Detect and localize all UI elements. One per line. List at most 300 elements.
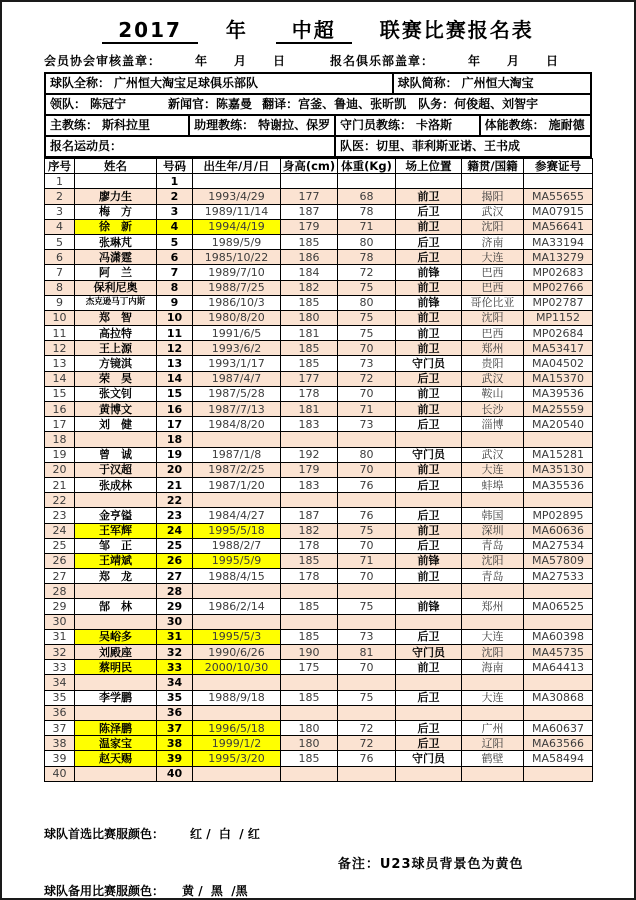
player-cell-position: 前卫: [396, 310, 462, 325]
player-cell-number: 8: [157, 280, 193, 295]
players-header-row: [45, 159, 593, 174]
player-cell-name: 邹 正: [75, 538, 157, 553]
player-row: [45, 432, 593, 447]
player-cell-name: 阿 兰: [75, 265, 157, 280]
player-cell-origin: 大连: [462, 462, 524, 477]
player-cell-seq: 22: [45, 493, 75, 508]
player-cell-birth: 1987/5/28: [193, 386, 281, 401]
player-row: [45, 751, 593, 766]
player-cell-birth: 1993/1/17: [193, 356, 281, 371]
player-cell-birth: 1988/4/15: [193, 569, 281, 584]
player-cell-weight: 70: [338, 538, 396, 553]
player-cell-name: [75, 584, 157, 599]
player-cell-origin: 辽阳: [462, 736, 524, 751]
player-cell-weight: [338, 675, 396, 690]
player-cell-height: 177: [281, 189, 338, 204]
player-cell-birth: 1986/10/3: [193, 295, 281, 310]
player-cell-name: 金亨镒: [75, 508, 157, 523]
head-coach-value: 斯科拉里: [102, 118, 151, 132]
player-cell-height: 192: [281, 447, 338, 462]
player-cell-number: 27: [157, 569, 193, 584]
player-cell-position: 后卫: [396, 477, 462, 492]
player-cell-cert: MA60637: [524, 720, 593, 735]
player-cell-seq: 32: [45, 645, 75, 660]
player-row: [45, 477, 593, 492]
player-cell-birth: 1991/6/5: [193, 326, 281, 341]
player-cell-number: 7: [157, 265, 193, 280]
player-cell-name: 杰克逊马丁内斯: [75, 295, 157, 310]
player-row: [45, 538, 593, 553]
player-cell-height: 185: [281, 553, 338, 568]
player-cell-position: 后卫: [396, 234, 462, 249]
player-cell-number: 28: [157, 584, 193, 599]
player-cell-seq: 15: [45, 386, 75, 401]
player-cell-height: 180: [281, 310, 338, 325]
player-row: [45, 660, 593, 675]
doctor-label: 队医：: [339, 139, 376, 153]
player-cell-seq: 3: [45, 204, 75, 219]
player-cell-number: 9: [157, 295, 193, 310]
player-cell-position: [396, 675, 462, 690]
player-cell-birth: 1987/2/25: [193, 462, 281, 477]
player-cell-weight: 70: [338, 660, 396, 675]
player-cell-number: 25: [157, 538, 193, 553]
player-cell-weight: 80: [338, 295, 396, 310]
player-cell-number: 14: [157, 371, 193, 386]
player-cell-number: 17: [157, 417, 193, 432]
player-cell-weight: 80: [338, 234, 396, 249]
header-origin: 籍贯/国籍: [462, 159, 524, 174]
player-cell-origin: 大连: [462, 629, 524, 644]
player-cell-origin: [462, 614, 524, 629]
kit-backup-value: 黄 / 黑 /黑: [182, 883, 248, 898]
player-row: [45, 310, 593, 325]
title-league: 中超: [276, 18, 352, 44]
player-cell-cert: MA45735: [524, 645, 593, 660]
players-tbody: [45, 174, 593, 782]
player-cell-position: 前卫: [396, 523, 462, 538]
player-cell-birth: [193, 493, 281, 508]
player-cell-number: 10: [157, 310, 193, 325]
doctor-cell: [336, 137, 590, 156]
player-cell-height: 179: [281, 219, 338, 234]
title-suffix: 联赛比赛报名表: [379, 18, 534, 42]
player-cell-cert: MA35536: [524, 477, 593, 492]
player-cell-number: 22: [157, 493, 193, 508]
player-cell-height: [281, 432, 338, 447]
player-cell-position: [396, 766, 462, 781]
player-cell-name: 王靖斌: [75, 553, 157, 568]
player-cell-cert: MA04502: [524, 356, 593, 371]
player-cell-birth: 1993/6/2: [193, 341, 281, 356]
player-cell-weight: 71: [338, 402, 396, 417]
player-cell-name: 荣 昊: [75, 371, 157, 386]
player-cell-cert: MA27533: [524, 569, 593, 584]
player-cell-weight: 75: [338, 310, 396, 325]
player-cell-weight: 75: [338, 326, 396, 341]
player-cell-weight: 70: [338, 462, 396, 477]
player-cell-seq: 20: [45, 462, 75, 477]
player-cell-position: 前卫: [396, 189, 462, 204]
player-cell-weight: 71: [338, 219, 396, 234]
player-cell-name: [75, 766, 157, 781]
player-cell-origin: 沈阳: [462, 553, 524, 568]
player-cell-name: [75, 675, 157, 690]
player-row: [45, 599, 593, 614]
player-cell-cert: MA60398: [524, 629, 593, 644]
player-cell-height: 180: [281, 736, 338, 751]
team-full-value: 广州恒大淘宝足球俱乐部队: [114, 76, 259, 90]
player-cell-weight: 76: [338, 508, 396, 523]
gk-coach-label: 守门员教练：: [339, 118, 412, 132]
player-row: [45, 569, 593, 584]
player-cell-origin: 武汉: [462, 447, 524, 462]
staff-cell-1: [46, 95, 590, 114]
player-cell-number: 3: [157, 204, 193, 219]
player-cell-height: [281, 493, 338, 508]
player-cell-weight: 75: [338, 599, 396, 614]
assistant-coach-cell: [190, 116, 336, 135]
doctors-value: 切里、菲利斯亚诺、王书成: [375, 139, 520, 153]
player-cell-position: [396, 174, 462, 189]
player-cell-name: 张琳芃: [75, 234, 157, 249]
player-cell-position: 后卫: [396, 720, 462, 735]
player-cell-name: 刘殿座: [75, 645, 157, 660]
player-row: [45, 371, 593, 386]
player-cell-origin: 蚌埠: [462, 477, 524, 492]
player-cell-weight: 80: [338, 447, 396, 462]
player-row: [45, 326, 593, 341]
player-cell-cert: [524, 174, 593, 189]
player-cell-seq: 12: [45, 341, 75, 356]
player-cell-birth: 1995/5/18: [193, 523, 281, 538]
player-cell-origin: 巴西: [462, 326, 524, 341]
player-cell-origin: 青岛: [462, 569, 524, 584]
player-cell-seq: 10: [45, 310, 75, 325]
player-cell-position: 前锋: [396, 295, 462, 310]
player-cell-position: 前卫: [396, 326, 462, 341]
player-cell-name: 方镜淇: [75, 356, 157, 371]
player-cell-birth: 1988/2/7: [193, 538, 281, 553]
player-cell-birth: [193, 432, 281, 447]
player-cell-birth: 1980/8/20: [193, 310, 281, 325]
player-cell-weight: 81: [338, 645, 396, 660]
player-cell-seq: 26: [45, 553, 75, 568]
player-cell-position: 后卫: [396, 508, 462, 523]
head-coach-cell: [46, 116, 190, 135]
player-cell-origin: 韩国: [462, 508, 524, 523]
club-stamp-date-blank: 年 月 日: [468, 54, 560, 68]
player-cell-position: 前卫: [396, 219, 462, 234]
fitness-coach-cell: [481, 116, 590, 135]
player-cell-weight: 75: [338, 280, 396, 295]
player-cell-origin: 哥伦比亚: [462, 295, 524, 310]
player-cell-name: 曾 诚: [75, 447, 157, 462]
player-cell-number: 30: [157, 614, 193, 629]
player-cell-position: [396, 584, 462, 599]
player-cell-birth: 1995/5/9: [193, 553, 281, 568]
player-cell-height: 175: [281, 660, 338, 675]
head-coach-label: 主教练：: [50, 118, 99, 132]
player-cell-cert: MA15370: [524, 371, 593, 386]
player-cell-seq: 13: [45, 356, 75, 371]
player-cell-number: 16: [157, 402, 193, 417]
player-cell-weight: [338, 174, 396, 189]
player-cell-height: 179: [281, 462, 338, 477]
player-cell-origin: 淄博: [462, 417, 524, 432]
player-cell-position: 前卫: [396, 402, 462, 417]
player-cell-seq: 2: [45, 189, 75, 204]
player-cell-height: 187: [281, 204, 338, 219]
player-cell-birth: 2000/10/30: [193, 660, 281, 675]
player-cell-position: 前卫: [396, 341, 462, 356]
player-cell-seq: 11: [45, 326, 75, 341]
player-cell-seq: 24: [45, 523, 75, 538]
player-cell-number: 33: [157, 660, 193, 675]
player-cell-cert: [524, 584, 593, 599]
player-cell-cert: MA58494: [524, 751, 593, 766]
player-cell-cert: MP1152: [524, 310, 593, 325]
player-cell-weight: [338, 614, 396, 629]
team-short-value: 广州恒大淘宝: [461, 76, 534, 90]
player-row: [45, 736, 593, 751]
player-cell-height: 178: [281, 386, 338, 401]
player-cell-cert: [524, 493, 593, 508]
player-cell-weight: 70: [338, 341, 396, 356]
player-cell-weight: 71: [338, 553, 396, 568]
player-cell-seq: 40: [45, 766, 75, 781]
player-row: [45, 523, 593, 538]
player-cell-height: [281, 174, 338, 189]
player-cell-origin: 长沙: [462, 402, 524, 417]
fitness-label: 体能教练：: [484, 118, 545, 132]
player-cell-cert: MA39536: [524, 386, 593, 401]
player-cell-cert: MA27534: [524, 538, 593, 553]
player-cell-number: 11: [157, 326, 193, 341]
player-cell-position: 后卫: [396, 371, 462, 386]
player-cell-number: 1: [157, 174, 193, 189]
kit-backup-line: [44, 882, 260, 900]
page-title: [44, 18, 592, 44]
player-cell-number: 36: [157, 705, 193, 720]
player-cell-height: 185: [281, 599, 338, 614]
player-cell-cert: MA56641: [524, 219, 593, 234]
player-cell-weight: [338, 432, 396, 447]
player-cell-position: 后卫: [396, 250, 462, 265]
player-cell-height: 185: [281, 341, 338, 356]
player-row: [45, 645, 593, 660]
player-cell-height: 185: [281, 356, 338, 371]
player-cell-seq: 28: [45, 584, 75, 599]
stamp-row: [44, 52, 592, 69]
player-cell-height: 177: [281, 371, 338, 386]
staff-row-1: [46, 95, 590, 116]
player-cell-name: [75, 432, 157, 447]
player-cell-weight: 78: [338, 204, 396, 219]
player-cell-name: [75, 614, 157, 629]
player-row: [45, 629, 593, 644]
kit-primary-line: [44, 825, 260, 844]
header-name: 姓名: [75, 159, 157, 174]
player-cell-origin: 郑州: [462, 341, 524, 356]
player-cell-cert: MA07915: [524, 204, 593, 219]
player-cell-origin: [462, 766, 524, 781]
player-cell-seq: 33: [45, 660, 75, 675]
player-cell-name: 于汉超: [75, 462, 157, 477]
player-cell-position: 守门员: [396, 645, 462, 660]
player-cell-weight: 68: [338, 189, 396, 204]
player-cell-origin: 武汉: [462, 371, 524, 386]
player-cell-number: 23: [157, 508, 193, 523]
players-label: 报名运动员：: [50, 139, 123, 153]
player-cell-position: 守门员: [396, 751, 462, 766]
player-row: [45, 508, 593, 523]
player-cell-seq: 8: [45, 280, 75, 295]
player-row: [45, 341, 593, 356]
header-seq: 序号: [45, 159, 75, 174]
player-cell-seq: 1: [45, 174, 75, 189]
player-row: [45, 234, 593, 249]
header-birth: 出生年/月/日: [193, 159, 281, 174]
player-cell-position: 前卫: [396, 280, 462, 295]
player-cell-height: 185: [281, 295, 338, 310]
press-label: 新闻官：: [168, 97, 217, 111]
gk-coach-value: 卡洛斯: [415, 118, 452, 132]
player-cell-birth: 1987/1/20: [193, 477, 281, 492]
player-cell-name: 张文钊: [75, 386, 157, 401]
player-cell-weight: 76: [338, 751, 396, 766]
player-cell-cert: MA64413: [524, 660, 593, 675]
player-cell-birth: 1984/8/20: [193, 417, 281, 432]
players-doctor-row: [46, 137, 590, 158]
affairs-label: 队务：: [418, 97, 455, 111]
player-cell-birth: 1996/5/18: [193, 720, 281, 735]
player-cell-seq: 9: [45, 295, 75, 310]
player-cell-name: 冯潇霆: [75, 250, 157, 265]
player-cell-position: 后卫: [396, 629, 462, 644]
player-cell-origin: 青岛: [462, 538, 524, 553]
leader-value: 陈冠宁: [90, 97, 127, 111]
player-cell-cert: MA55655: [524, 189, 593, 204]
player-cell-number: 38: [157, 736, 193, 751]
player-cell-height: 185: [281, 690, 338, 705]
player-cell-origin: 巴西: [462, 280, 524, 295]
player-cell-cert: MA33194: [524, 234, 593, 249]
player-cell-number: 18: [157, 432, 193, 447]
player-cell-weight: [338, 705, 396, 720]
player-cell-seq: 36: [45, 705, 75, 720]
player-cell-seq: 7: [45, 265, 75, 280]
player-cell-seq: 21: [45, 477, 75, 492]
player-cell-origin: 巴西: [462, 265, 524, 280]
player-cell-number: 40: [157, 766, 193, 781]
player-cell-weight: 73: [338, 356, 396, 371]
player-cell-number: 34: [157, 675, 193, 690]
player-cell-origin: [462, 174, 524, 189]
player-cell-seq: 5: [45, 234, 75, 249]
player-cell-origin: 揭阳: [462, 189, 524, 204]
kit-colors: [44, 787, 260, 900]
player-cell-number: 20: [157, 462, 193, 477]
player-cell-position: 前锋: [396, 265, 462, 280]
title-year-label: 年: [225, 18, 248, 42]
player-cell-number: 13: [157, 356, 193, 371]
player-cell-origin: 武汉: [462, 204, 524, 219]
player-cell-position: 前锋: [396, 599, 462, 614]
player-cell-position: [396, 705, 462, 720]
player-cell-number: 12: [157, 341, 193, 356]
player-cell-position: 前锋: [396, 553, 462, 568]
player-cell-cert: [524, 614, 593, 629]
fitness-value: 施耐德: [548, 118, 585, 132]
player-cell-birth: 1989/5/9: [193, 234, 281, 249]
club-stamp-label: 报名俱乐部盖章：: [330, 54, 435, 68]
player-cell-origin: 沈阳: [462, 645, 524, 660]
player-row: [45, 584, 593, 599]
player-cell-height: 182: [281, 523, 338, 538]
player-row: [45, 174, 593, 189]
player-cell-number: 5: [157, 234, 193, 249]
player-row: [45, 356, 593, 371]
player-cell-birth: 1989/11/14: [193, 204, 281, 219]
player-cell-height: 185: [281, 751, 338, 766]
player-cell-number: 26: [157, 553, 193, 568]
player-cell-name: 郑 智: [75, 310, 157, 325]
player-cell-name: 保利尼奥: [75, 280, 157, 295]
player-cell-height: 187: [281, 508, 338, 523]
player-row: [45, 462, 593, 477]
header-cert: 参赛证号: [524, 159, 593, 174]
player-cell-height: 181: [281, 402, 338, 417]
player-cell-position: 后卫: [396, 736, 462, 751]
player-row: [45, 280, 593, 295]
player-cell-cert: MA25559: [524, 402, 593, 417]
player-cell-birth: [193, 584, 281, 599]
player-cell-seq: 27: [45, 569, 75, 584]
player-cell-number: 19: [157, 447, 193, 462]
player-cell-cert: MA06525: [524, 599, 593, 614]
player-row: [45, 690, 593, 705]
player-cell-name: 黄博文: [75, 402, 157, 417]
player-cell-seq: 19: [45, 447, 75, 462]
assistant-value: 特谢拉、保罗: [258, 118, 331, 132]
player-cell-number: 4: [157, 219, 193, 234]
player-cell-birth: 1987/4/7: [193, 371, 281, 386]
player-cell-position: 后卫: [396, 538, 462, 553]
player-cell-weight: 75: [338, 523, 396, 538]
player-cell-origin: 沈阳: [462, 310, 524, 325]
header-position: 场上位置: [396, 159, 462, 174]
player-cell-position: 后卫: [396, 690, 462, 705]
kit-primary-label: 球队首选比赛服颜色：: [44, 826, 165, 841]
player-cell-height: 185: [281, 629, 338, 644]
player-cell-name: 赵天赐: [75, 751, 157, 766]
kit-primary-value: 红 / 白 / 红: [190, 826, 260, 841]
player-cell-cert: MA20540: [524, 417, 593, 432]
player-cell-name: 李学鹏: [75, 690, 157, 705]
player-row: [45, 265, 593, 280]
player-cell-birth: [193, 766, 281, 781]
player-cell-weight: 76: [338, 477, 396, 492]
player-cell-seq: 30: [45, 614, 75, 629]
player-cell-seq: 37: [45, 720, 75, 735]
player-cell-seq: 14: [45, 371, 75, 386]
player-cell-seq: 16: [45, 402, 75, 417]
player-cell-seq: 18: [45, 432, 75, 447]
player-cell-name: 王军辉: [75, 523, 157, 538]
player-cell-position: 后卫: [396, 417, 462, 432]
team-short-label: 球队简称：: [397, 76, 458, 90]
